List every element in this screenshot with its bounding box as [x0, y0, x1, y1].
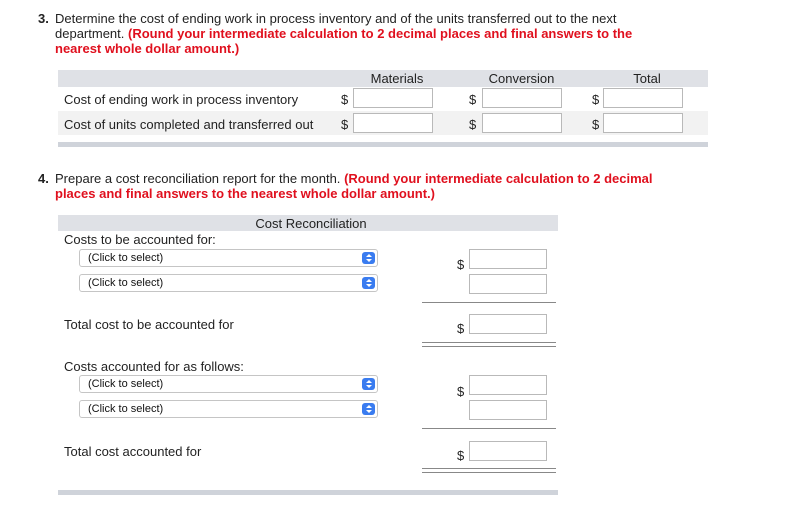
q3-line3: nearest whole dollar amount.) [55, 41, 240, 56]
cost-accounted-select-1[interactable] [79, 375, 378, 393]
costs-to-be-accounted-label: Costs to be accounted for: [64, 232, 216, 247]
cost-accounted-amount-1[interactable] [469, 375, 547, 395]
select-placeholder: (Click to select) [88, 403, 164, 415]
q4-line2: places and final answers to the nearest whole dollar amount.) [55, 186, 435, 201]
select-placeholder: (Click to select) [88, 277, 164, 289]
cost-to-account-select-2[interactable] [79, 274, 378, 292]
dollar-sign: $ [341, 92, 349, 107]
select-arrows-icon [362, 378, 375, 390]
dollar-sign: $ [592, 92, 600, 107]
dollar-sign: $ [469, 92, 477, 107]
double-rule-top [422, 468, 556, 469]
q3-rounding-note: (Round your intermediate calculation to 2 decimal places and final answers to the [128, 26, 633, 41]
select-placeholder: (Click to select) [88, 378, 164, 390]
q4-rounding-note: (Round your intermediate calculation to 2 decimal [344, 171, 653, 186]
double-rule-bottom [422, 346, 556, 347]
dollar-sign: $ [457, 257, 465, 272]
q3-row2-label: Cost of units completed and transferred out [64, 117, 314, 132]
q3-line2: department. (Round your intermediate calculation to 2 decimal places and final answers to the [55, 26, 633, 41]
dollar-sign: $ [457, 321, 465, 336]
select-arrows-icon [362, 277, 375, 289]
dollar-sign: $ [469, 117, 477, 132]
dollar-sign: $ [341, 117, 349, 132]
q3-row1-label: Cost of ending work in process inventory [64, 92, 299, 107]
q4-line1: Prepare a cost reconciliation report for the month. (Round your intermediate calculation to 2 decimal [55, 171, 653, 186]
cost-to-account-amount-2[interactable] [469, 274, 547, 294]
cost-to-account-amount-1[interactable] [469, 249, 547, 269]
transferred-out-conversion-input[interactable] [482, 113, 562, 133]
ending-wip-materials-input[interactable] [353, 88, 433, 108]
cost-accounted-select-2[interactable] [79, 400, 378, 418]
dollar-sign: $ [457, 384, 465, 399]
q3-line1: Determine the cost of ending work in process inventory and of the units transferred out to the next [55, 11, 617, 26]
cost-reconciliation-footer [58, 490, 558, 495]
select-placeholder: (Click to select) [88, 252, 164, 264]
q4-number: 4. [38, 171, 49, 186]
q3-instructions [55, 11, 695, 56]
transferred-out-materials-input[interactable] [353, 113, 433, 133]
subtotal-rule [422, 302, 556, 303]
dollar-sign: $ [592, 117, 600, 132]
cost-reconciliation-title: Cost Reconciliation [255, 216, 367, 231]
ending-wip-conversion-input[interactable] [482, 88, 562, 108]
double-rule-bottom [422, 472, 556, 473]
cost-to-account-select-1[interactable] [79, 249, 378, 267]
ending-wip-total-input[interactable] [603, 88, 683, 108]
costs-accounted-label: Costs accounted for as follows: [64, 359, 244, 374]
q3-col-conversion: Conversion [488, 71, 555, 86]
total-cost-to-account-input[interactable] [469, 314, 547, 334]
double-rule-top [422, 342, 556, 343]
subtotal-rule [422, 428, 556, 429]
total-cost-accounted-label: Total cost accounted for [64, 444, 202, 459]
q3-number: 3. [38, 11, 49, 26]
q3-table-footer [58, 142, 708, 147]
select-arrows-icon [362, 403, 375, 415]
total-cost-to-account-label: Total cost to be accounted for [64, 317, 234, 332]
q3-col-total: Total [633, 71, 661, 86]
transferred-out-total-input[interactable] [603, 113, 683, 133]
total-cost-accounted-input[interactable] [469, 441, 547, 461]
q3-col-materials: Materials [370, 71, 424, 86]
q4-instructions [55, 171, 695, 201]
cost-accounted-amount-2[interactable] [469, 400, 547, 420]
dollar-sign: $ [457, 448, 465, 463]
select-arrows-icon [362, 252, 375, 264]
